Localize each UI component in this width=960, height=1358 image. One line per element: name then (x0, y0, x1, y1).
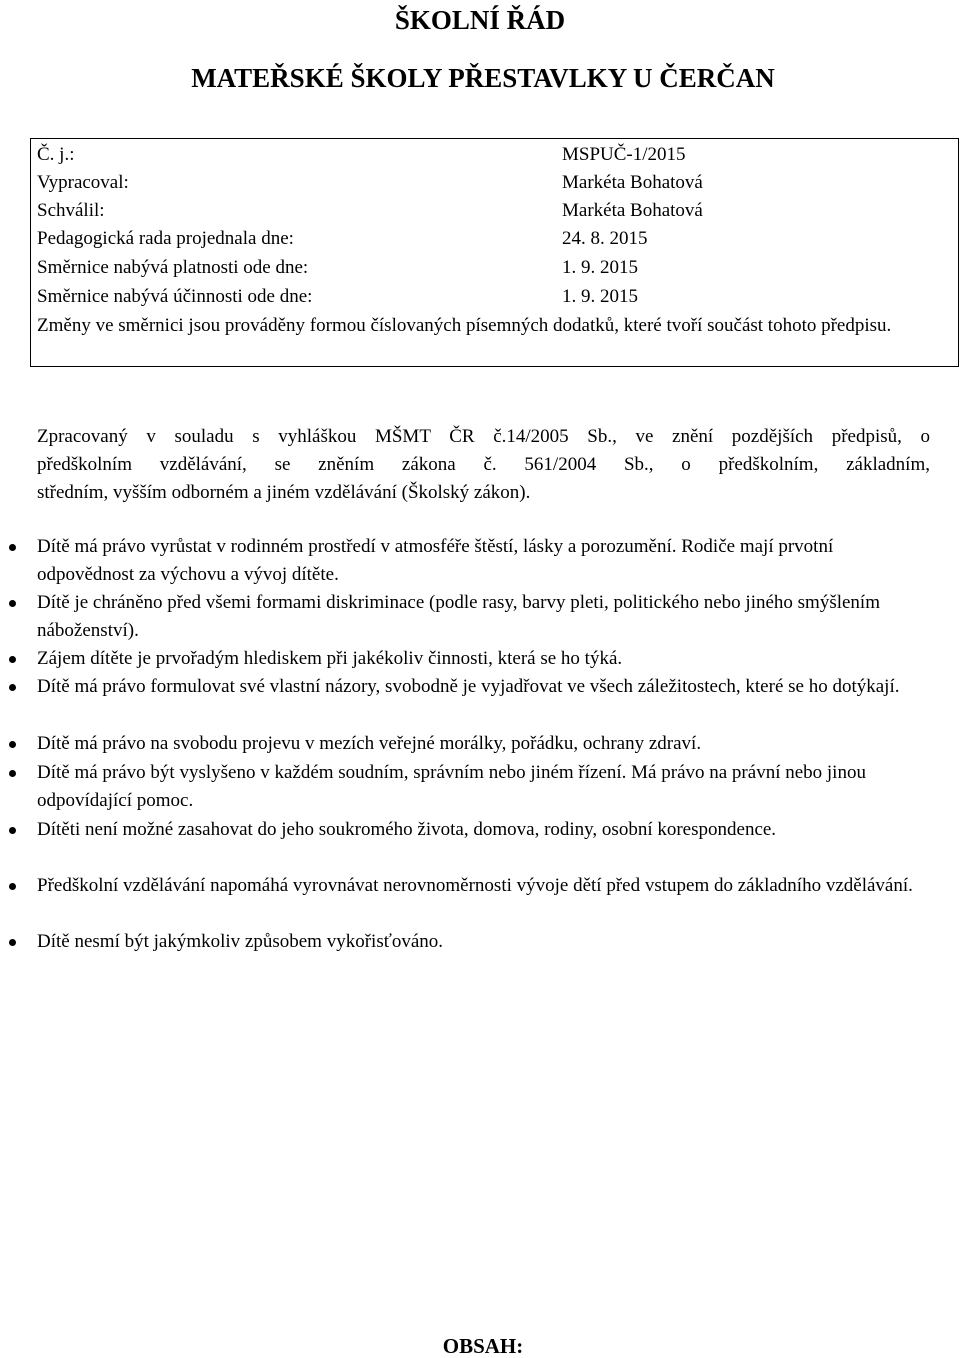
intro-line: předškolním vzdělávání, se zněním zákona č. 561/2004 Sb., o předškolním, základním, (37, 454, 930, 475)
bullet-icon (9, 770, 16, 777)
list-item (37, 589, 930, 645)
list-item (37, 928, 930, 956)
info-value: MSPUČ-1/2015 (562, 144, 686, 165)
list-item-text: Dítě má právo formulovat své vlastní názory, svobodně je vyjadřovat ve všech záležitostech, které se ho dotýkají. (37, 676, 900, 697)
info-value: 1. 9. 2015 (562, 257, 638, 278)
list-item-text: Dítěti není možné zasahovat do jeho soukromého života, domova, rodiny, osobní korespondence. (37, 819, 777, 840)
bullet-icon (9, 544, 16, 551)
list-item-text: Zájem dítěte je prvořadým hlediskem při jakékoliv činnosti, která se ho týká. (37, 648, 623, 669)
list-item-text: Dítě má právo na svobodu projevu v mezích veřejné morálky, pořádku, ochrany zdraví. (37, 733, 702, 754)
info-note: Změny ve směrnici jsou prováděny formou číslovaných písemných dodatků, které tvoří součást tohoto předpisu. (37, 315, 892, 336)
list-item-text: Dítě nesmí být jakýmkoliv způsobem vykořisťováno. (37, 931, 444, 952)
list-item-text: Předškolní vzdělávání napomáhá vyrovnávat nerovnoměrnosti vývoje dětí před vstupem do základního vzdělávání. (37, 875, 913, 896)
list-item (37, 645, 930, 673)
intro-line: středním, vyšším odborném a jiném vzdělávání (Školský zákon). (37, 482, 531, 503)
bullet-icon (9, 827, 16, 834)
list-item (37, 533, 930, 589)
info-label: Schválil: (37, 200, 105, 221)
bullet-icon (9, 883, 16, 890)
info-value: 1. 9. 2015 (562, 286, 638, 307)
document-title: ŠKOLNÍ ŘÁD (394, 5, 566, 35)
contents-heading: OBSAH: (442, 1334, 524, 1358)
info-label: Č. j.: (37, 144, 75, 165)
bullet-icon (9, 684, 16, 691)
info-value: 24. 8. 2015 (562, 228, 648, 249)
document-info-box (30, 138, 959, 367)
info-label: Směrnice nabývá účinnosti ode dne: (37, 286, 313, 307)
info-value: Markéta Bohatová (562, 172, 703, 193)
list-item (37, 759, 930, 815)
info-value: Markéta Bohatová (562, 200, 703, 221)
intro-paragraph (37, 423, 930, 507)
intro-line: Zpracovaný v souladu s vyhláškou MŠMT ČR č.14/2005 Sb., ve znění pozdějších předpisů, o (37, 426, 930, 447)
bullet-icon (9, 656, 16, 663)
list-item (37, 872, 930, 900)
info-label: Směrnice nabývá platnosti ode dne: (37, 257, 309, 278)
list-item (37, 816, 930, 844)
list-item-text: Dítě má právo vyrůstat v rodinném prostředí v atmosféře štěstí, lásky a porozumění. Rodiče mají prvotní odpovědnost za výchovu a vývoj dítěte. (37, 536, 834, 585)
list-item-text: Dítě má právo být vyslyšeno v každém soudním, správním nebo jiném řízení. Má právo na právní nebo jinou odpovídající pomoc. (37, 762, 866, 811)
bullet-icon (9, 939, 16, 946)
info-label: Vypracoval: (37, 172, 129, 193)
document-subtitle: MATEŘSKÉ ŠKOLY PŘESTAVLKY U ČERČAN (191, 63, 775, 93)
info-label: Pedagogická rada projednala dne: (37, 228, 294, 249)
bullet-icon (9, 741, 16, 748)
list-item (37, 730, 930, 758)
list-item-text: Dítě je chráněno před všemi formami diskriminace (podle rasy, barvy pleti, politického nebo jiného smýšlením náboženství). (37, 592, 880, 641)
bullet-icon (9, 600, 16, 607)
list-item (37, 673, 930, 701)
